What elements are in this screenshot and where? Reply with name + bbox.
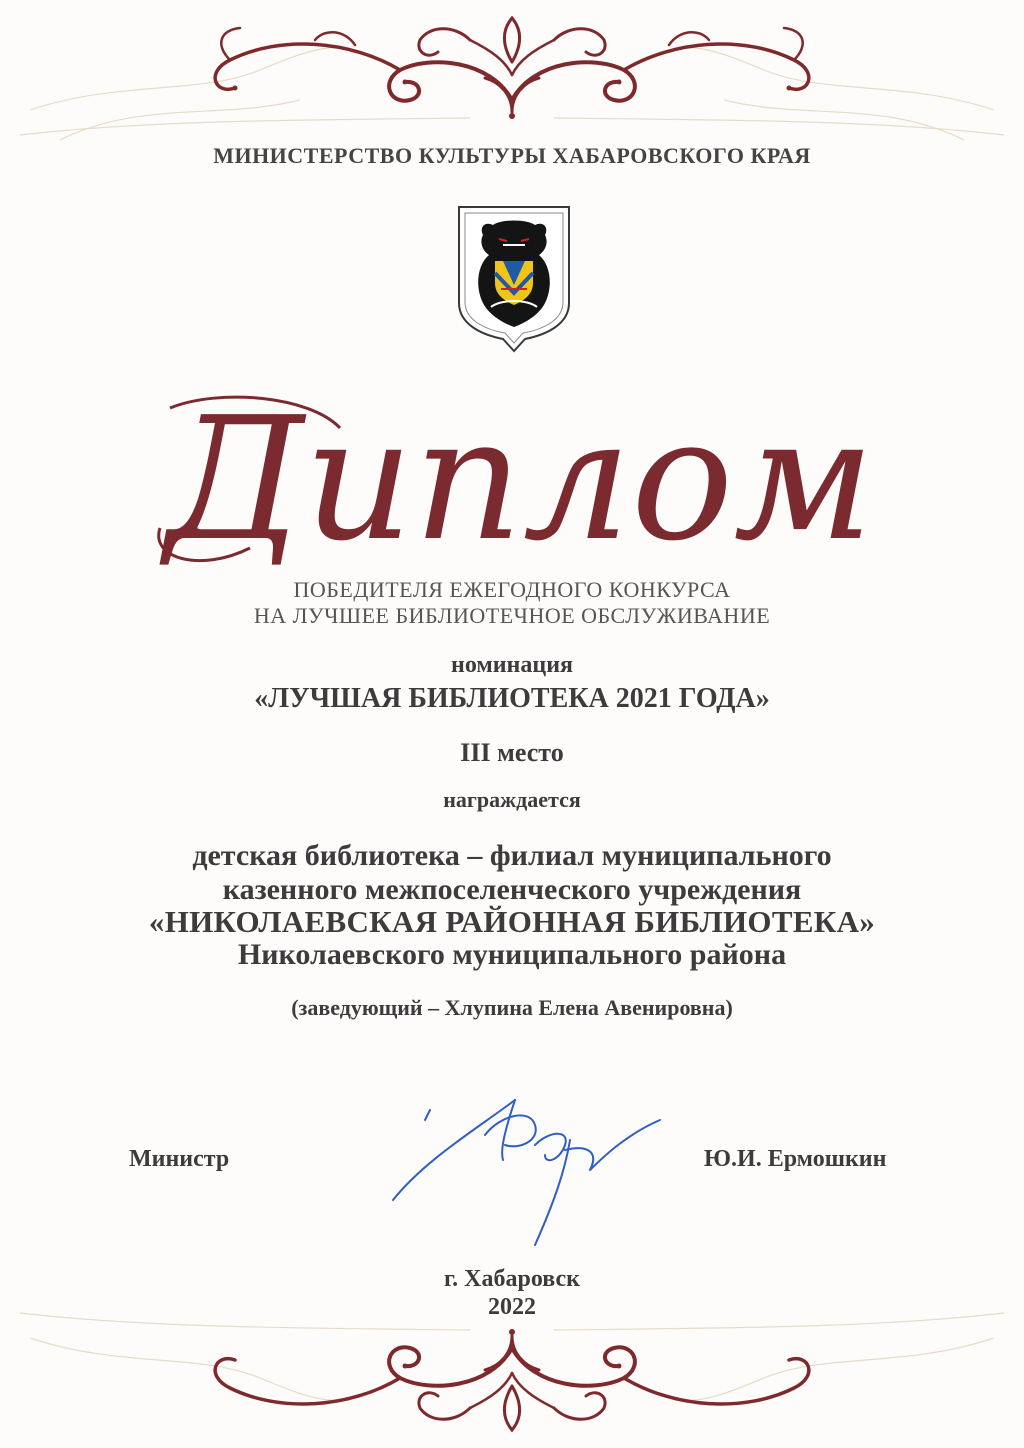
coat-of-arms-icon [455,203,573,355]
diploma-title-text: Диплом [165,381,875,579]
recipient-line-1: детская библиотека – филиал муниципального [192,839,832,872]
nomination-title: «ЛУЧШАЯ БИБЛИОТЕКА 2021 ГОДА» [254,683,770,714]
awarded-text: награждается [443,787,581,812]
recipient-line-3: «НИКОЛАЕВСКАЯ РАЙОННАЯ БИБЛИОТЕКА» [148,904,876,939]
head-of-library: (заведующий – Хлупина Елена Авенировна) [291,995,733,1020]
ministry-heading: МИНИСТЕРСТВО КУЛЬТУРЫ ХАБАРОВСКОГО КРАЯ [213,143,811,168]
recipient-line-4: Николаевского муниципального района [237,938,787,971]
subtitle-line-1: ПОБЕДИТЕЛЯ ЕЖЕГОДНОГО КОНКУРСА [293,577,731,602]
recipient-line-2: казенного межпоселенческого учреждения [222,873,802,906]
signature-icon [385,1090,675,1260]
year-text: 2022 [488,1294,536,1320]
place-text: III место [460,738,564,767]
top-ornament [0,0,1024,150]
diploma-title [140,378,900,588]
city-text: г. Хабаровск [443,1266,580,1292]
nomination-label: номинация [450,652,573,678]
minister-position: Министр [129,1146,230,1172]
minister-name: Ю.И. Ермошкин [704,1146,887,1172]
bottom-ornament [0,1298,1024,1448]
subtitle-line-2: НА ЛУЧШЕЕ БИБЛИОТЕЧНОЕ ОБСЛУЖИВАНИЕ [253,603,771,628]
